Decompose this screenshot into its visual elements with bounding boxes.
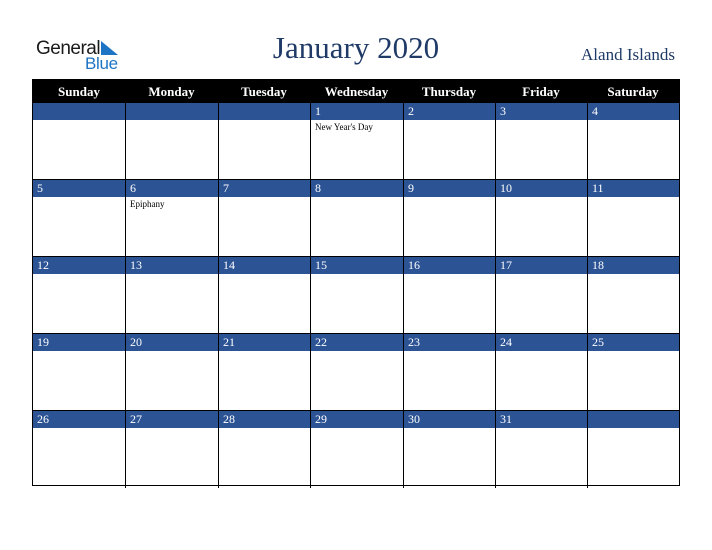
holiday-label: Epiphany: [130, 199, 165, 209]
day-cell[interactable]: [495, 334, 587, 411]
day-number: 17: [500, 258, 512, 272]
day-number: 31: [500, 412, 512, 426]
day-cell[interactable]: [403, 411, 495, 488]
day-number: 24: [500, 335, 512, 349]
day-number: 18: [592, 258, 604, 272]
day-cell[interactable]: [218, 334, 310, 411]
day-number: 11: [592, 181, 604, 195]
day-number: 7: [223, 181, 229, 195]
day-number: 30: [408, 412, 420, 426]
day-number: 20: [130, 335, 142, 349]
weekday-header: [33, 80, 679, 103]
day-number: 15: [315, 258, 327, 272]
day-number: 3: [500, 104, 506, 118]
day-number: 23: [408, 335, 420, 349]
day-number: 26: [37, 412, 49, 426]
day-cell[interactable]: [310, 103, 403, 180]
day-cell[interactable]: [125, 334, 218, 411]
day-cell[interactable]: [218, 411, 310, 488]
calendar-grid: [32, 79, 680, 486]
day-cell[interactable]: [403, 103, 495, 180]
day-number: 8: [315, 181, 321, 195]
weekday-tuesday: Tuesday: [241, 84, 287, 99]
day-cell[interactable]: [310, 180, 403, 257]
week-row: [33, 103, 679, 180]
holiday-label: New Year's Day: [315, 122, 373, 132]
day-cell[interactable]: [403, 334, 495, 411]
day-number: 4: [592, 104, 598, 118]
day-cell[interactable]: [33, 411, 125, 488]
weekday-friday: Friday: [522, 84, 560, 99]
day-cell[interactable]: [125, 103, 218, 180]
day-cell[interactable]: [403, 180, 495, 257]
day-number: 6: [130, 181, 136, 195]
day-cell[interactable]: [33, 334, 125, 411]
day-number: 2: [408, 104, 414, 118]
week-row: [33, 180, 679, 257]
day-cell[interactable]: [33, 257, 125, 334]
day-number: 5: [37, 181, 43, 195]
weekday-thursday: Thursday: [421, 84, 477, 99]
weekday-monday: Monday: [148, 84, 195, 99]
day-cell[interactable]: [218, 180, 310, 257]
day-cell[interactable]: [125, 257, 218, 334]
day-cell[interactable]: [310, 334, 403, 411]
day-cell[interactable]: [495, 180, 587, 257]
day-cell[interactable]: [125, 411, 218, 488]
day-number: 22: [315, 335, 327, 349]
day-cell[interactable]: [125, 180, 218, 257]
day-number: 14: [223, 258, 235, 272]
day-cell[interactable]: [587, 103, 679, 180]
day-number: 16: [408, 258, 420, 272]
day-number: 13: [130, 258, 142, 272]
week-row: [33, 257, 679, 334]
day-number: 10: [500, 181, 512, 195]
week-row: [33, 411, 679, 488]
day-cell[interactable]: [495, 103, 587, 180]
day-cell[interactable]: [33, 180, 125, 257]
weekday-sunday: Sunday: [58, 84, 100, 99]
day-cell[interactable]: [587, 180, 679, 257]
day-cell[interactable]: [495, 257, 587, 334]
logo-text-blue: Blue: [85, 54, 118, 73]
day-cell[interactable]: [495, 411, 587, 488]
calendar-title: January 2020: [272, 30, 440, 65]
day-number: 28: [223, 412, 235, 426]
day-number: 1: [315, 104, 321, 118]
day-number: 29: [315, 412, 327, 426]
region-label: Aland Islands: [581, 45, 675, 64]
day-cell[interactable]: [218, 257, 310, 334]
day-cell[interactable]: [587, 257, 679, 334]
day-number: 27: [130, 412, 142, 426]
day-cell[interactable]: [587, 334, 679, 411]
weekday-wednesday: Wednesday: [324, 84, 389, 99]
day-cell[interactable]: [310, 411, 403, 488]
day-number: 21: [223, 335, 235, 349]
day-cell[interactable]: [403, 257, 495, 334]
day-number: 25: [592, 335, 604, 349]
day-cell[interactable]: [218, 103, 310, 180]
day-number: 12: [37, 258, 49, 272]
day-number: 19: [37, 335, 49, 349]
logo-text-general: General: [36, 38, 101, 59]
day-number: 9: [408, 181, 414, 195]
week-row: [33, 334, 679, 411]
day-cell[interactable]: [587, 411, 679, 488]
weekday-saturday: Saturday: [607, 84, 659, 99]
day-cell[interactable]: [33, 103, 125, 180]
day-cell[interactable]: [310, 257, 403, 334]
